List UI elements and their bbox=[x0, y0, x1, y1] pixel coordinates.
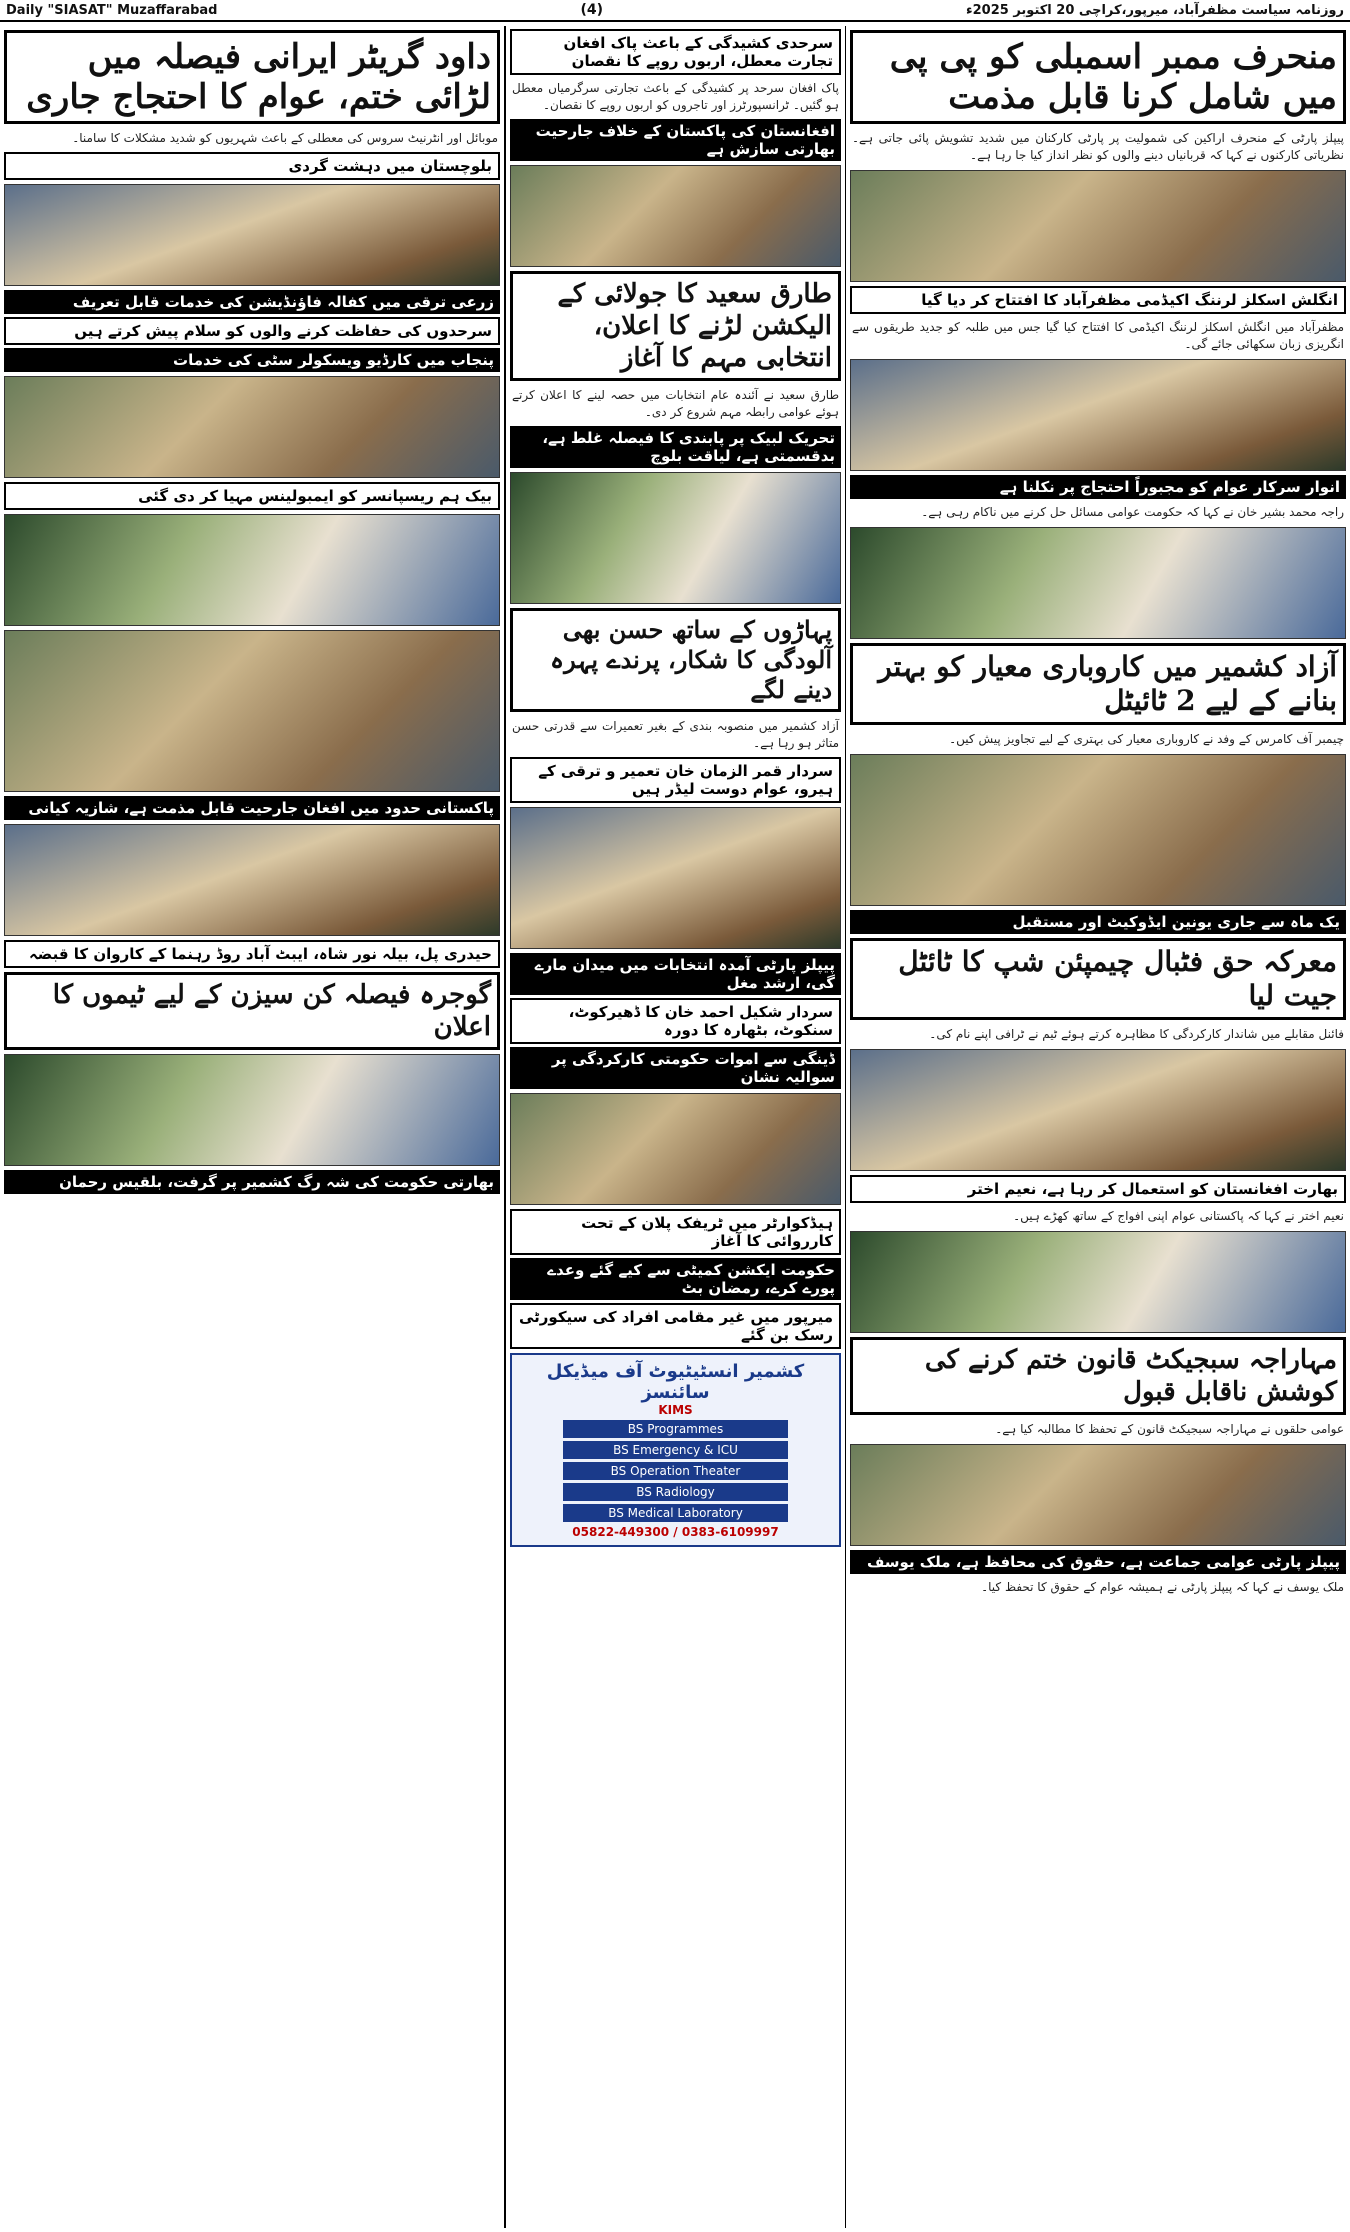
left-photo-6 bbox=[4, 1054, 500, 1166]
mid-headline-6: سردار قمر الزمان خان تعمیر و ترقی کے ہیرو، عوام دوست لیڈر ہیں bbox=[510, 757, 841, 803]
kims-advert bbox=[510, 1353, 841, 1547]
story-6: فائنل مقابلے میں شاندار کارکردگی کا مظاہرہ کرتے ہوئے ٹیم نے ٹرافی اپنے نام کی۔ bbox=[929, 1027, 1344, 1041]
photo-6 bbox=[850, 1231, 1346, 1333]
ad-title: کشمیر انسٹیٹیوٹ آف میڈیکل سائنسز bbox=[546, 1361, 805, 1403]
left-headline-1: داود گریٹر ایرانی فیصلہ میں لڑائی ختم، عوام کا احتجاج جاری bbox=[4, 30, 500, 124]
left-headline-2: بلوچستان میں دہشت گردی bbox=[4, 152, 500, 180]
headline-7: بھارت افغانستان کو استعمال کر رہا ہے، نعیم اختر bbox=[850, 1175, 1346, 1203]
mid-headline-10: ہیڈکوارٹر میں ٹریفک پلان کے تحت کارروائی کا آغاز bbox=[510, 1209, 841, 1255]
left-story-1: موبائل اور انٹرنیٹ سروس کی معطلی کے باعث شہریوں کو شدید مشکلات کا سامنا۔ bbox=[72, 131, 498, 145]
headline-6: معرکہ حق فٹبال چیمپئن شپ کا ٹائٹل جیت لیا bbox=[850, 938, 1346, 1020]
left-photo-5 bbox=[4, 824, 500, 936]
left-photo-1 bbox=[4, 184, 500, 286]
story-3: راجہ محمد بشیر خان نے کہا کہ حکومت عوامی مسائل حل کرنے میں ناکام رہی ہے۔ bbox=[921, 505, 1344, 519]
headline-3: انوار سرکار عوام کو مجبوراً احتجاج پر نکلنا ہے bbox=[850, 475, 1346, 499]
mid-headline-4: تحریک لبیک پر پابندی کا فیصلہ غلط ہے، بدقسمتی ہے، لیاقت بلوچ bbox=[510, 426, 841, 468]
masthead-left: Daily "SIASAT" Muzaffarabad bbox=[6, 2, 218, 18]
photo-5 bbox=[850, 1049, 1346, 1171]
ad-program-3: BS Radiology bbox=[563, 1483, 788, 1501]
story-1: پیپلز پارٹی کے منحرف اراکین کی شمولیت پر پارٹی کارکنان میں شدید تشویش پائی جاتی ہے۔ نظریاتی کارکنوں نے کہا کہ قربانیاں دینے والوں کو نظر انداز کیا جا رہا ہے۔ bbox=[852, 131, 1344, 162]
photo-2 bbox=[850, 359, 1346, 471]
ad-program-2: BS Operation Theater bbox=[563, 1462, 788, 1480]
left-headline-6: بیک ہم ریسپانسر کو ایمبولینس مہیا کر دی گئی bbox=[4, 482, 500, 510]
left-headline-5: پنجاب میں کارڈیو ویسکولر سٹی کی خدمات bbox=[4, 348, 500, 372]
photo-7 bbox=[850, 1444, 1346, 1546]
headline-4: آزاد کشمیر میں کاروباری معیار کو بہتر بنانے کے لیے 2 ٹائیٹل bbox=[850, 643, 1346, 725]
mid-story-3: طارق سعید نے آئندہ عام انتخابات میں حصہ لینے کا اعلان کرتے ہوئے عوامی رابطہ مہم شروع کر دی۔ bbox=[512, 388, 839, 419]
masthead-right: روزنامہ سیاست مظفرآباد، میرپور،کراچی 20 اکتوبر 2025ء bbox=[965, 2, 1344, 18]
left-headline-3: زرعی ترقی میں کفالہ فاؤنڈیشن کی خدمات قابل تعریف bbox=[4, 290, 500, 314]
headline-2: انگلش اسکلز لرننگ اکیڈمی مظفرآباد کا افتتاح کر دیا گیا bbox=[850, 286, 1346, 314]
mid-headline-11: حکومت ایکشن کمیٹی سے کیے گئے وعدے پورے کرے، رمضان بٹ bbox=[510, 1258, 841, 1300]
left-headline-9: گوجرہ فیصلہ کن سیزن کے لیے ٹیموں کا اعلان bbox=[4, 972, 500, 1050]
ad-program-4: BS Medical Laboratory bbox=[563, 1504, 788, 1522]
left-headline-7: پاکستانی حدود میں افغان جارحیت قابل مذمت ہے، شازیہ کیانی bbox=[4, 796, 500, 820]
mid-story-1: پاک افغان سرحد پر کشیدگی کے باعث تجارتی سرگرمیاں معطل ہو گئیں۔ ٹرانسپورٹرز اور تاجروں کو اربوں روپے کا نقصان۔ bbox=[512, 81, 839, 112]
story-9: ملک یوسف نے کہا کہ پیپلز پارٹی نے ہمیشہ عوام کے حقوق کا تحفظ کیا۔ bbox=[981, 1580, 1344, 1594]
mid-headline-8: سردار شکیل احمد خان کا ڈھیرکوٹ، سنکوٹ، بٹھارہ کا دورہ bbox=[510, 998, 841, 1044]
mid-headline-7: پیپلز پارٹی آمدہ انتخابات میں میدان مارے گی، ارشد مغل bbox=[510, 953, 841, 995]
left-photo-3 bbox=[4, 514, 500, 626]
story-7: نعیم اختر نے کہا کہ پاکستانی عوام اپنی افواج کے ساتھ کھڑے ہیں۔ bbox=[1013, 1209, 1344, 1223]
mid-headline-2: افغانستان کی پاکستان کے خلاف جارحیت بھارتی سازش ہے bbox=[510, 119, 841, 161]
story-8: عوامی حلقوں نے مہاراجہ سبجیکٹ قانون کے تحفظ کا مطالبہ کیا ہے۔ bbox=[995, 1422, 1344, 1436]
left-headline-8: حیدری پل، بیلہ نور شاہ، ایبٹ آباد روڈ رہنما کے کاروان کا قبضہ bbox=[4, 940, 500, 968]
page-number: (4) bbox=[580, 2, 603, 18]
mid-photo-4 bbox=[510, 1093, 841, 1205]
mid-photo-3 bbox=[510, 807, 841, 949]
photo-4 bbox=[850, 754, 1346, 906]
ad-program-1: BS Emergency & ICU bbox=[563, 1441, 788, 1459]
mid-headline-3: طارق سعید کا جولائی کے الیکشن لڑنے کا اعلان، انتخابی مہم کا آغاز bbox=[510, 271, 841, 381]
masthead bbox=[0, 0, 1350, 22]
mid-story-5: آزاد کشمیر میں منصوبہ بندی کے بغیر تعمیرات سے قدرتی حسن متاثر ہو رہا ہے۔ bbox=[512, 719, 839, 750]
ad-program-0: BS Programmes bbox=[563, 1420, 788, 1438]
story-4: چیمبر آف کامرس کے وفد نے کاروباری معیار کی بہتری کے لیے تجاویز پیش کیں۔ bbox=[949, 732, 1344, 746]
mid-headline-5: پہاڑوں کے ساتھ حسن بھی آلودگی کا شکار، پرندے پہرہ دینے لگے bbox=[510, 608, 841, 712]
mid-headline-12: میرپور میں غیر مقامی افراد کی سیکورٹی رسک بن گئے bbox=[510, 1303, 841, 1349]
headline-9: پیپلز پارٹی عوامی جماعت ہے، حقوق کی محافظ ہے، ملک یوسف bbox=[850, 1550, 1346, 1574]
photo-1 bbox=[850, 170, 1346, 282]
photo-3 bbox=[850, 527, 1346, 639]
left-headline-10: بھارتی حکومت کی شہ رگ کشمیر پر گرفت، بلقیس رحمان bbox=[4, 1170, 500, 1194]
left-photo-2 bbox=[4, 376, 500, 478]
left-headline-4: سرحدوں کی حفاظت کرنے والوں کو سلام پیش کرتے ہیں bbox=[4, 317, 500, 345]
ad-phone: 05822-449300 / 0383-6109997 bbox=[572, 1525, 779, 1539]
ad-brand: KIMS bbox=[658, 1403, 693, 1417]
headline-8: مہاراجہ سبجیکٹ قانون ختم کرنے کی کوشش ناقابل قبول bbox=[850, 1337, 1346, 1415]
headline-1: منحرف ممبر اسمبلی کو پی پی میں شامل کرنا قابل مذمت bbox=[850, 30, 1346, 124]
left-photo-4 bbox=[4, 630, 500, 792]
column-right bbox=[845, 26, 1350, 2228]
mid-photo-1 bbox=[510, 165, 841, 267]
column-left bbox=[0, 26, 505, 2228]
story-2: مظفرآباد میں انگلش اسکلز لرننگ اکیڈمی کا افتتاح کیا گیا جس میں طلبہ کو جدید طریقوں سے انگریزی زبان سکھائی جائے گی۔ bbox=[852, 320, 1344, 351]
headline-5: یک ماہ سے جاری یونین ایڈوکیٹ اور مستقبل bbox=[850, 910, 1346, 934]
mid-headline-1: سرحدی کشیدگی کے باعث پاک افغان تجارت معطل، اربوں روپے کا نقصان bbox=[510, 29, 841, 75]
column-middle bbox=[505, 26, 845, 2228]
mid-photo-2 bbox=[510, 472, 841, 604]
mid-headline-9: ڈینگی سے اموات حکومتی کارکردگی پر سوالیہ نشان bbox=[510, 1047, 841, 1089]
